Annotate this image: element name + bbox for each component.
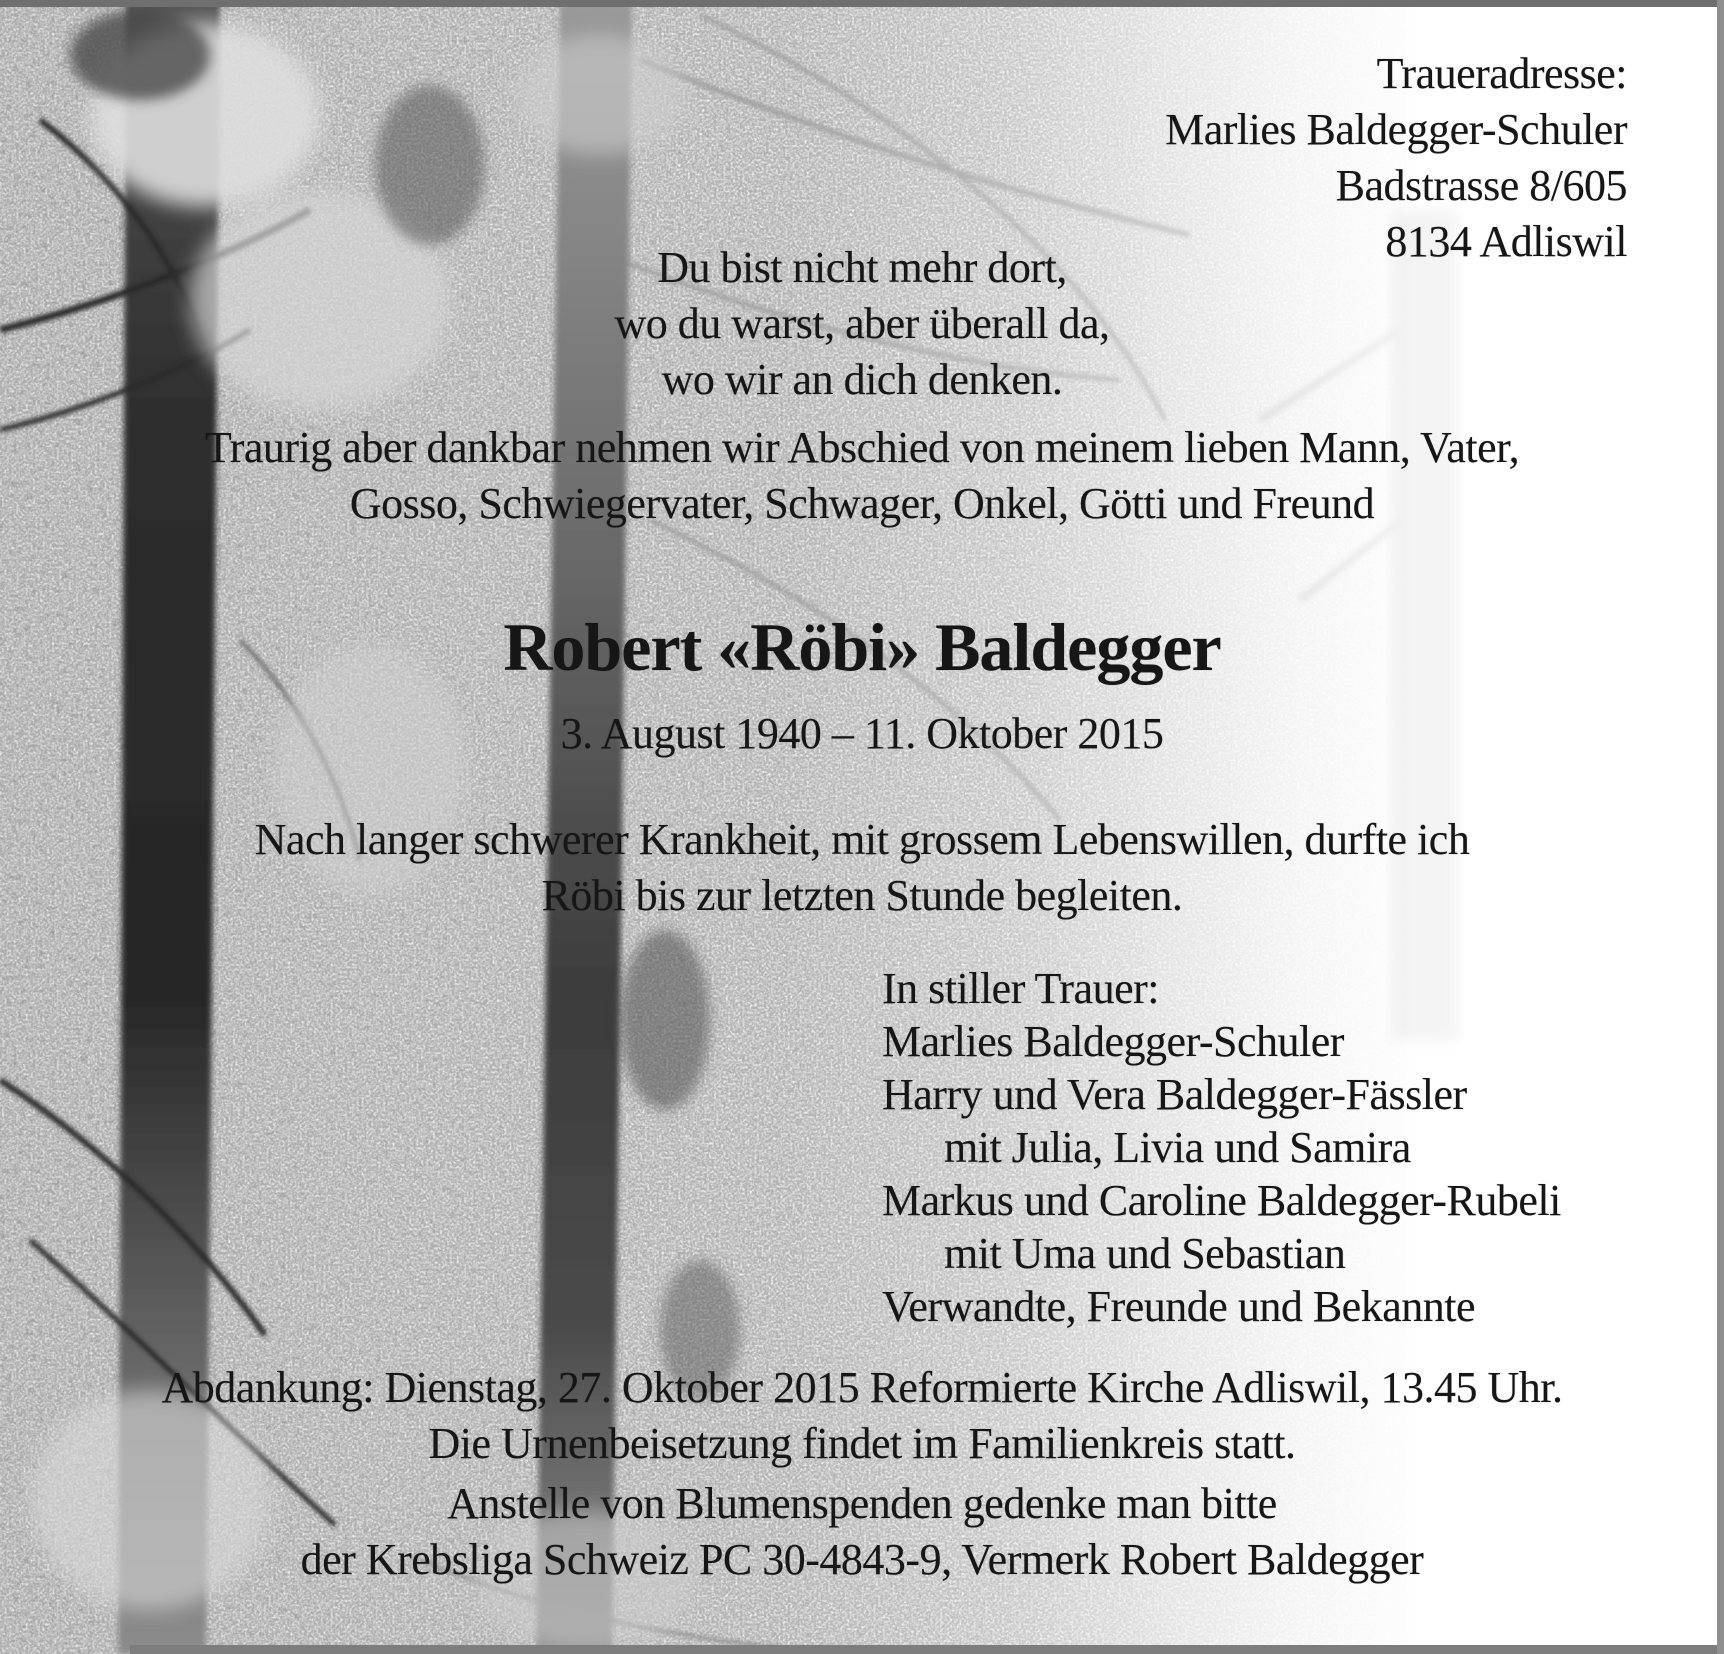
mourning-address-city: 8134 Adliswil xyxy=(1385,217,1627,266)
mourner-line: Verwandte, Freunde und Bekannte xyxy=(882,1282,1475,1331)
illness-line: Röbi bis zur letzten Stunde begleiten. xyxy=(541,871,1183,920)
clipping-top-edge xyxy=(0,0,1724,7)
mourning-address-street: Badstrasse 8/605 xyxy=(1335,161,1627,210)
deceased-dates: 3. August 1940 – 11. Oktober 2015 xyxy=(560,709,1164,758)
mourners-block xyxy=(882,962,1561,1333)
donation-request xyxy=(0,1476,1724,1588)
mourner-line: Harry und Vera Baldegger-Fässler xyxy=(882,1070,1467,1119)
funeral-line: Die Urnenbeisetzung findet im Familienkreis statt. xyxy=(428,1419,1296,1468)
mourning-address-block xyxy=(1165,46,1627,270)
verse-line: wo wir an dich denken. xyxy=(661,355,1063,404)
illness-paragraph xyxy=(0,812,1724,924)
illness-line: Nach langer schwerer Krankheit, mit grossem Lebenswillen, durfte ich xyxy=(254,815,1470,864)
farewell-intro-line: Gosso, Schwiegervater, Schwager, Onkel, Götti und Freund xyxy=(349,479,1375,528)
donation-line: Anstelle von Blumenspenden gedenke man bitte xyxy=(447,1479,1277,1528)
funeral-details xyxy=(0,1360,1724,1472)
clipping-bottom-edge xyxy=(130,1645,1724,1654)
mourner-line: Markus und Caroline Baldegger-Rubeli xyxy=(882,1176,1561,1225)
verse-line: Du bist nicht mehr dort, xyxy=(657,243,1067,292)
deceased-name: Robert «Röbi» Baldegger xyxy=(503,609,1221,685)
funeral-line: Abdankung: Dienstag, 27. Oktober 2015 Reformierte Kirche Adliswil, 13.45 Uhr. xyxy=(161,1363,1563,1412)
mourning-address-title: Traueradresse: xyxy=(1376,49,1627,98)
farewell-intro-line: Traurig aber dankbar nehmen wir Abschied von meinem lieben Mann, Vater, xyxy=(204,423,1520,472)
mourners-title: In stiller Trauer: xyxy=(882,964,1159,1013)
mourning-address-name: Marlies Baldegger-Schuler xyxy=(1165,105,1627,154)
mourner-line: mit Julia, Livia und Samira xyxy=(944,1123,1411,1172)
mourner-line: mit Uma und Sebastian xyxy=(944,1229,1346,1278)
farewell-intro xyxy=(0,420,1724,532)
memorial-verse xyxy=(0,240,1724,408)
mourner-line: Marlies Baldegger-Schuler xyxy=(882,1017,1344,1066)
donation-line: der Krebsliga Schweiz PC 30-4843-9, Vermerk Robert Baldegger xyxy=(300,1535,1424,1584)
verse-line: wo du warst, aber überall da, xyxy=(614,299,1110,348)
